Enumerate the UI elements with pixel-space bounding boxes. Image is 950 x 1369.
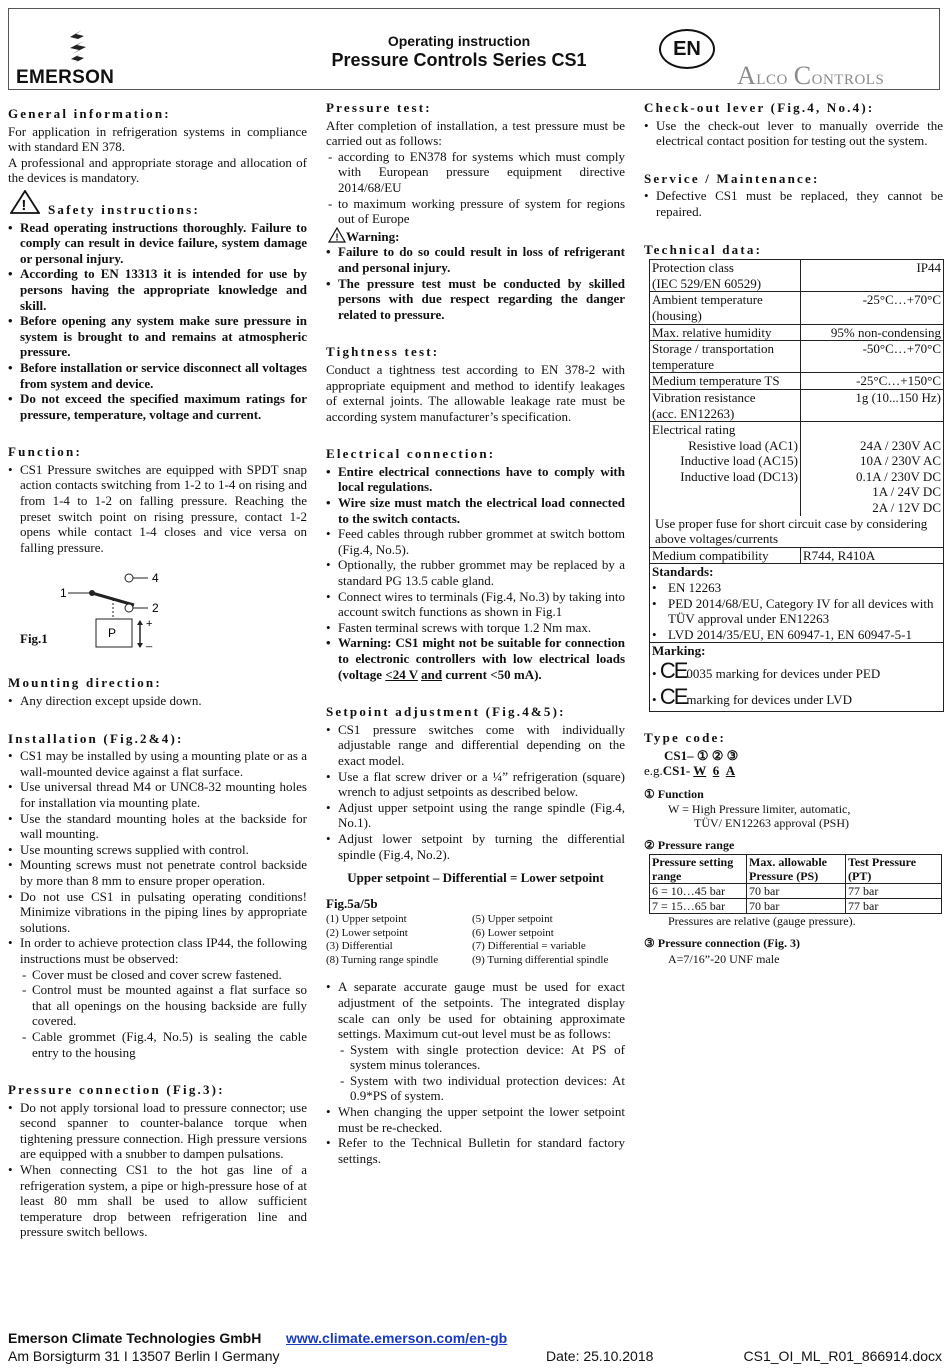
warning-icon [10,190,40,214]
figure-1 [8,555,307,667]
function-code-text-1: W = High Pressure limiter, automatic, [668,802,851,817]
ce-mark-icon: CE [659,684,687,709]
pressure-test-text: After completion of installation, a test pressure must be carried out as follows: [326,117,625,149]
pressure-test-list [326,149,625,227]
load-label: Inductive load (DC13) [680,468,798,484]
fig-terminal-4: 4 [152,571,159,586]
table-cell: IP44 [801,260,944,292]
list-item: • LVD 2014/35/EU, EN 60947-1, EN 60947-5-1 [652,627,941,643]
table-cell: Medium temperature TS [650,373,801,390]
table-cell: -25°C…+70°C [801,292,944,324]
legend-item: (2) Lower setpoint [326,926,408,939]
list-item: • Use a flat screw driver or a ¼” refrigeration (square) wrench to adjust setpoints as described below. [326,769,625,800]
load-label: Inductive load (AC15) [680,453,798,469]
electrical-heading: Electrical connection: [326,446,496,462]
load-label: Resistive load (AC1) [688,437,798,453]
general-text-1: For application in refrigeration systems in compliance with standard EN 378. [8,123,307,155]
table-row [650,389,944,421]
list-item: • Read operating instructions thoroughly. Failure to comply can result in device failure, system damage or personal injury. [8,220,307,267]
table-row [650,324,944,341]
table-row [650,564,944,643]
load-value: 0.1A / 230V DC [856,468,941,484]
installation-heading: Installation (Fig.2&4): [8,730,184,746]
list-subitem: - System with two individual protection devices: At 0.9*PS of system. [326,1073,625,1104]
load-value: 24A / 230V AC [859,437,941,453]
list-subitem: - Control must be mounted against a flat surface so that all openings on the housing backside are fully covered. [8,982,307,1029]
general-text-2: A professional and appropriate storage and allocation of the devices is mandatory. [8,154,307,186]
footer-address: Am Borsigturm 31 I 13507 Berlin I Germany [8,1348,280,1364]
svg-text:!: ! [335,232,339,243]
gauge-list [326,979,625,1166]
electrical-list [326,464,625,682]
legend-item: (5) Upper setpoint [472,913,553,926]
list-item: • Adjust lower setpoint by turning the differential spindle (Fig.4, No.2). [326,831,625,862]
title-block [249,33,669,71]
list-item: • In order to achieve protection class IP44, the following instructions must be observed: [8,935,307,966]
language-badge: EN [659,29,715,69]
list-item: • A separate accurate gauge must be used for exact adjustment of the setpoints. The integrated display scale can only be used for obtaining approximate settings. Maximum cut-out level must be as follows: [326,979,625,1041]
table-cell [801,422,944,516]
emerson-logo-text: EMERSON [16,67,115,88]
table-cell: R744, R410A [801,547,944,564]
safety-heading: Safety instructions: [48,201,200,217]
technical-data-heading: Technical data: [644,241,763,257]
list-item: • Do not use CS1 in pulsating operating conditions! Minimize vibrations in the piping lines by appropriate solutions. [8,889,307,936]
pressure-connection-heading: Pressure connection (Fig.3): [8,1082,225,1098]
table-cell: 95% non-condensing [801,324,944,341]
list-item: • Adjust upper setpoint using the range spindle (Fig.4, No.1). [326,800,625,831]
column-header: Pressure setting range [650,854,747,883]
list-item: • EN 12263 [652,580,941,596]
pressure-connection-code-heading: ③ Pressure connection (Fig. 3) [644,935,800,950]
list-item: • Optionally, the rubber grommet may be replaced by a standard PG 13.5 cable gland. [326,557,625,588]
load-value: 1A / 24V DC [872,484,941,500]
list-item: • The pressure test must be conducted by skilled persons with due respect regarding the danger related to pressure. [326,276,625,323]
legend-item: (7) Differential = variable [472,940,586,953]
legend-item: (1) Upper setpoint [326,913,407,926]
list-item: • Do not exceed the specified maximum ratings for pressure, temperature, voltage and current. [8,391,307,422]
figure-1-label: Fig.1 [20,631,48,647]
safety-list [8,220,307,423]
table-row [650,898,942,913]
emerson-logo-icon [58,29,98,65]
ce-mark-icon: CE [659,658,687,683]
type-code-example: e.g.CS1- W 6 A [644,763,736,779]
function-code-heading: ① Function [644,786,704,801]
list-item: • Do not apply torsional load to pressure connector; use second spanner to counter-balance torque when tightening pressure connection. High pressure versions are equipped with a snubber to dampen pulsations. [8,1100,307,1162]
footer-company: Emerson Climate Technologies GmbH [8,1330,262,1346]
table-cell: Vibration resistance (acc. EN12263) [650,389,801,421]
pressure-test-heading: Pressure test: [326,100,432,115]
function-text: • CS1 Pressure switches are equipped with SPDT snap action contacts switching from 1-2 to 1-4 on rising and from 1-4 to 1-2 on falling pressure. Reaching the preset switch point on rising pressure, contact 1-2 opens while contact 1-4 closes and vice versa on falling pressure. [8,462,307,556]
table-cell [650,422,801,516]
column-header: Max. allowable Pressure (PS) [747,854,846,883]
column-left [8,106,307,1240]
column-right [644,100,943,966]
table-cell: 7 = 15…65 bar [650,898,747,913]
checkout-lever-text: • Use the check-out lever to manually override the electrical contact position for testing out the system. [644,118,943,149]
setpoint-heading: Setpoint adjustment (Fig.4&5): [326,704,566,720]
warning-heading-row [326,229,625,245]
table-cell: 70 bar [747,883,846,898]
legend-item: (8) Turning range spindle [326,953,439,966]
list-item: • CS1 may be installed by using a mounting plate or as a wall-mounted device against a flat surface. [8,748,307,779]
warning-heading: Warning: [346,228,400,244]
table-cell: 77 bar [846,883,942,898]
list-item: • When changing the upper setpoint the lower setpoint must be re-checked. [326,1104,625,1135]
pressure-connection-list [8,1100,307,1240]
figure-5-legend [326,913,625,967]
legend-item: (3) Differential [326,940,393,953]
electrical-warning: • Warning: CS1 might not be suitable for connection to electronic controllers with low electrical loads (voltage <24 V and current <50 mA). [326,635,625,682]
list-item: • Before installation or service disconnect all voltages from system and device. [8,360,307,391]
table-cell: 6 = 10…45 bar [650,883,747,898]
fig-minus: _ [146,636,153,649]
table-row [650,883,942,898]
document-header [8,8,940,90]
mounting-text: • Any direction except upside down. [8,693,307,709]
document-title: Pressure Controls Series CS1 [331,50,587,70]
table-cell: 1g (10...150 Hz) [801,389,944,421]
table-cell: Max. relative humidity [650,324,801,341]
table-row [650,341,944,373]
standards-cell [650,564,944,643]
mounting-heading: Mounting direction: [8,675,162,691]
table-row [650,373,944,390]
technical-data-table [649,259,944,712]
list-item: - according to EN378 for systems which must comply with European pressure equipment directive 2014/68/EU [326,149,625,196]
pressure-range-note: Pressures are relative (gauge pressure). [668,913,856,928]
list-subitem: - Cable grommet (Fig.4, No.5) is sealing the cable entry to the housing [8,1029,307,1060]
setpoint-list [326,722,625,862]
fig-terminal-2: 2 [152,601,159,616]
service-text: • Defective CS1 must be replaced, they cannot be repaired. [644,188,943,219]
pressure-connection-code-text: A=7/16”-20 UNF male [668,951,780,966]
emerson-logo [16,29,141,89]
type-code-heading: Type code: [644,730,727,745]
list-item: • Connect wires to terminals (Fig.4, No.3) by taking into account switch functions as shown in Fig.1 [326,589,625,620]
warning-icon [328,227,346,243]
type-code-pattern: CS1– ① ② ③ [664,747,739,763]
load-value: 10A / 230V AC [859,453,941,469]
list-item: • Use the standard mounting holes at the backside for wall mounting. [8,811,307,842]
fig-plus: + [146,618,153,631]
list-item: • Mounting screws must not penetrate control backside by more than 8 mm to ensure proper operation. [8,857,307,888]
fig-terminal-1: 1 [60,586,67,601]
list-subitem: - System with single protection device: At PS of system minus tolerances. [326,1042,625,1073]
figure-5-label: Fig.5a/5b [326,895,378,911]
table-row [650,422,944,516]
fuse-note: Use proper fuse for short circuit case by considering above voltages/currents [650,516,944,548]
list-item: • CS1 pressure switches come with individually adjustable range and differential depending on the exact model. [326,722,625,769]
table-cell: Protection class (IEC 529/EN 60529) [650,260,801,292]
table-row [650,643,944,712]
installation-list [8,748,307,1060]
table-row [650,547,944,564]
list-item: • According to EN 13313 it is intended for use by persons having the appropriate knowledge and skill. [8,266,307,313]
list-item: • Use universal thread M4 or UNC8-32 mounting holes for installation via mounting plate. [8,779,307,810]
legend-item: (9) Turning differential spindle [472,953,609,966]
list-item: • Wire size must match the electrical load connected to the switch contacts. [326,495,625,526]
list-item: • Failure to do so could result in loss of refrigerant and personal injury. [326,244,625,275]
list-item: • Refer to the Technical Bulletin for standard factory settings. [326,1135,625,1166]
checkout-lever-heading: Check-out lever (Fig.4, No.4): [644,100,875,115]
list-item: • Use mounting screws supplied with control. [8,842,307,858]
list-item: • When connecting CS1 to the hot gas line of a refrigeration system, a pipe or high-pressure hose of at least 80 mm shall be used to allow sufficient temperature drop between refrigeration line and pressure switch bellows. [8,1162,307,1240]
alco-controls-logo: Alco Controls [737,61,885,90]
marking-line-2: • CEmarking for devices under LVD [652,684,852,709]
warning-list [326,244,625,322]
list-item: • PED 2014/68/EU, Category IV for all devices with TÜV approval under EN12263 [652,596,941,627]
svg-text:!: ! [21,196,29,214]
electrical-rating-label: Electrical rating [652,422,736,438]
marking-cell [650,643,944,712]
table-cell: Storage / transportation temperature [650,341,801,373]
switch-diagram [56,571,226,661]
document-subtitle: Operating instruction [387,33,531,49]
column-middle [326,100,625,1166]
list-item: • Entire electrical connections have to comply with local regulations. [326,464,625,495]
load-value: 2A / 12V DC [872,500,941,516]
function-heading: Function: [8,444,82,460]
table-cell: 77 bar [846,898,942,913]
pressure-range-table [649,854,942,914]
list-item: • Fasten terminal screws with torque 1.2 Nm max. [326,620,625,636]
setpoint-formula: Upper setpoint – Differential = Lower setpoint [347,870,604,886]
marking-line-1: • CE0035 marking for devices under PED [652,658,881,683]
marking-heading: Marking: [652,643,706,659]
footer-date: Date: 25.10.2018 [546,1348,654,1364]
footer-document-id: CS1_OI_ML_R01_866914.docx [743,1348,942,1364]
column-header: Test Pressure (PT) [846,854,942,883]
footer-website-link[interactable]: www.climate.emerson.com/en-gb [286,1330,508,1346]
service-heading: Service / Maintenance: [644,170,820,186]
pressure-range-heading: ② Pressure range [644,838,735,853]
table-cell: Medium compatibility [650,547,801,564]
list-item: • Feed cables through rubber grommet at switch bottom (Fig.4, No.5). [326,526,625,557]
fig-pressure-p: P [108,626,117,641]
table-cell: Ambient temperature (housing) [650,292,801,324]
list-item: • Before opening any system make sure pressure in system is brought to and remains at atmospheric pressure. [8,313,307,360]
safety-heading-row [8,196,307,218]
table-header-row [650,854,942,883]
function-code-text-2: TÜV/ EN12263 approval (PSH) [694,816,849,831]
standards-heading: Standards: [652,564,714,580]
list-subitem: - Cover must be closed and cover screw fastened. [8,967,307,983]
table-row [650,260,944,292]
legend-item: (6) Lower setpoint [472,926,554,939]
table-cell: -25°C…+150°C [801,373,944,390]
tightness-heading: Tightness test: [326,344,440,360]
table-cell: 70 bar [747,898,846,913]
table-cell: -50°C…+70°C [801,341,944,373]
document-footer [8,1330,942,1366]
tightness-text: Conduct a tightness test according to EN 378-2 with appropriate equipment and method to identify leakages of external joints. The allowable leakage rate must be according system manufacturer’s specification. [326,361,625,424]
list-item: - to maximum working pressure of system for regions out of Europe [326,196,625,227]
table-row [650,516,944,548]
general-heading: General information: [8,106,171,121]
table-row [650,292,944,324]
